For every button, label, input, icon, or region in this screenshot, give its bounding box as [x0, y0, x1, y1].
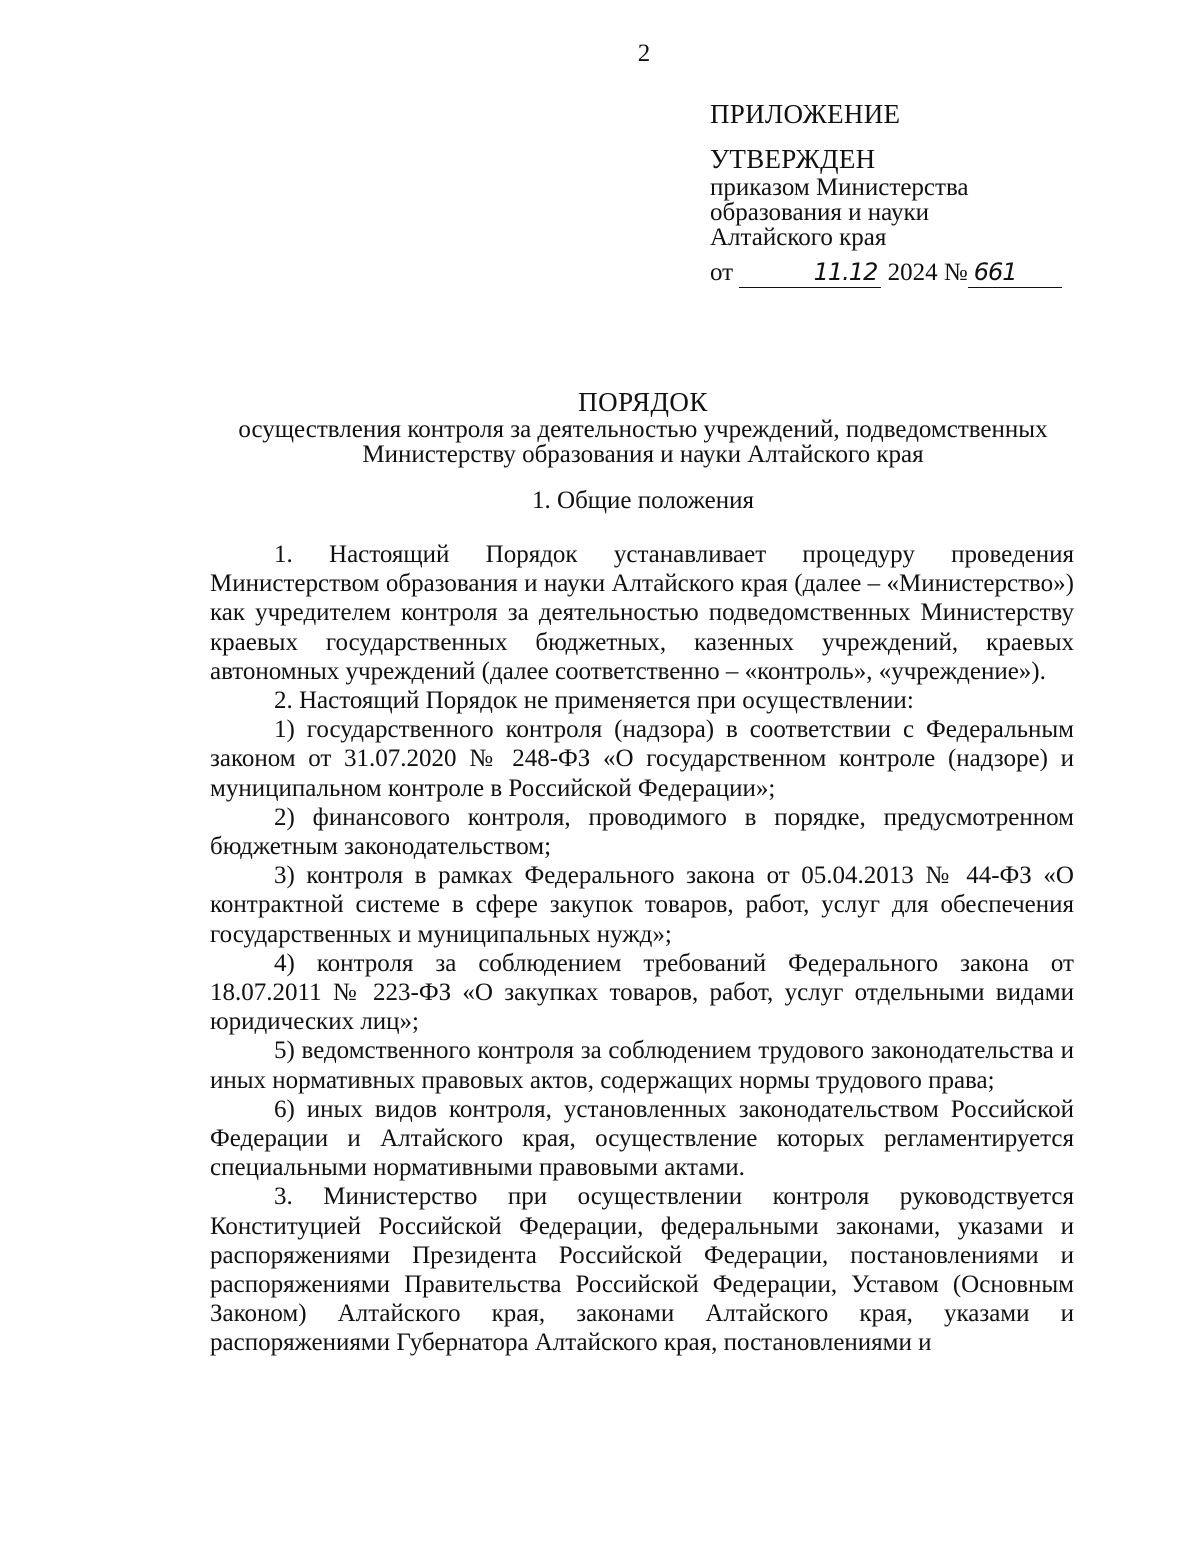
issuer-line: Алтайского края	[710, 224, 887, 251]
order-number-handwritten: 661	[973, 258, 1017, 286]
order-number-field	[968, 258, 1062, 288]
document-title: ПОРЯДОК	[578, 387, 708, 417]
document-title-block	[210, 387, 1076, 468]
approved-label: УТВЕРЖДЕН	[710, 144, 876, 174]
order-date-handwritten: 11.12	[813, 258, 878, 286]
paragraph: 2. Настоящий Порядок не применяется при осуществлении:	[274, 687, 914, 715]
order-reference	[710, 258, 1062, 288]
paragraph: 2) финансового контроля, проводимого в порядке, предусмотренном бюджетным законодательством;	[210, 803, 1074, 861]
paragraph: 1. Настоящий Порядок устанавливает процедуру проведения Министерством образования и науки Алтайского края (далее – «Министерство») как учредителем контроля за деятельностью подведомственных Министерству краевых государственных бюджетных, казенных учреждений, краевых автономных учреждений (далее соответственно – «контроль», «учреждение»).	[210, 541, 1074, 685]
paragraph: 3. Министерство при осуществлении контроля руководствуется Конституцией Российской Федерации, федеральными законами, указами и распоряжениями Президента Российской Федерации, постановлениями и распоряжениями Правительства Российской Федерации, Уставом (Основным Законом) Алтайского края, законами Алтайского края, указами и распоряжениями Губернатора Алтайского края, постановлениями и	[210, 1183, 1074, 1357]
document-body	[210, 540, 1074, 1358]
approval-block	[710, 99, 1130, 251]
page-number: 2	[637, 40, 651, 67]
order-prefix: от	[710, 259, 734, 286]
document-subtitle-line: Министерству образования и науки Алтайского края	[362, 441, 924, 468]
issuer-line: приказом Министерства	[710, 174, 969, 201]
appendix-label: ПРИЛОЖЕНИЕ	[710, 99, 901, 129]
order-year: 2024 №	[887, 259, 968, 286]
paragraph: 5) ведомственного контроля за соблюдением трудового законодательства и иных нормативных правовых актов, содержащих нормы трудового права;	[210, 1037, 1074, 1094]
paragraph: 1) государственного контроля (надзора) в соответствии с Федеральным законом от 31.07.2020 № 248-ФЗ «О государственном контроле (надзоре) и муниципальном контроле в Российской Федерации»;	[210, 716, 1074, 802]
issuer-line: образования и науки	[710, 199, 929, 226]
order-date-field	[739, 258, 881, 288]
paragraph: 4) контроля за соблюдением требований Федерального закона от 18.07.2011 № 223-ФЗ «О закупках товаров, работ, услуг отдельными видами юридических лиц»;	[210, 949, 1074, 1036]
section-heading: 1. Общие положения	[532, 487, 754, 514]
document-subtitle-line: осуществления контроля за деятельностью учреждений, подведомственных	[238, 416, 1048, 443]
paragraph: 6) иных видов контроля, установленных законодательством Российской Федерации и Алтайского края, осуществление которых регламентируется специальными нормативными правовыми актами.	[210, 1095, 1074, 1182]
paragraph: 3) контроля в рамках Федерального закона от 05.04.2013 № 44-ФЗ «О контрактной системе в сфере закупок товаров, работ, услуг для обеспечения государственных и муниципальных нужд»;	[210, 862, 1074, 948]
